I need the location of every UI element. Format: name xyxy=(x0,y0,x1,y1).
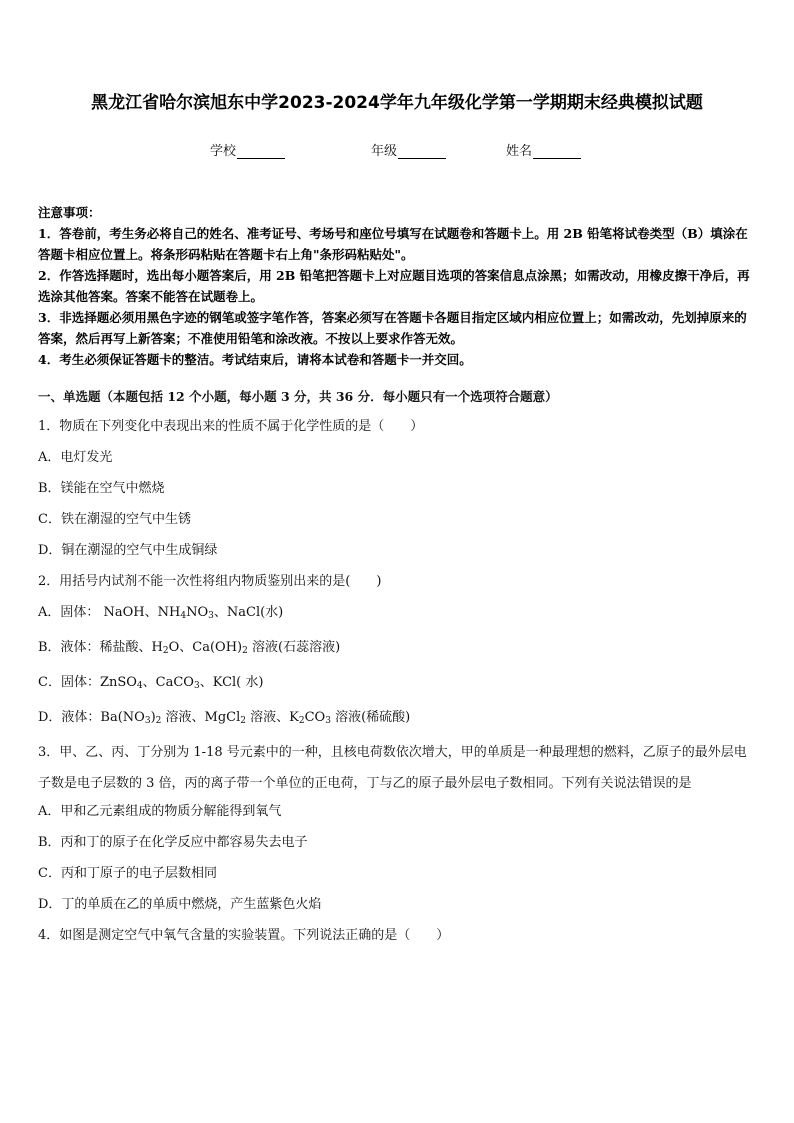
formula-text: C．固体：ZnSO xyxy=(38,675,137,690)
question-1-option-d[interactable]: D．铜在潮湿的空气中生成铜绿 xyxy=(38,543,218,558)
formula-text: 溶液(石蕊溶液) xyxy=(247,640,341,655)
formula-text: A．固体： NaOH、NH xyxy=(38,605,181,620)
question-3-option-d[interactable]: D．丁的单质在乙的单质中燃烧，产生蓝紫色火焰 xyxy=(38,897,322,912)
notice-item: 1．答卷前，考生务必将自己的姓名、准考证号、考场号和座位号填写在试题卷和答题卡上。用 2B 铅笔将试卷类型（B）填涂在答题卡相应位置上。将条形码粘贴在答题卡右上角"条形码粘贴处"。 xyxy=(38,226,748,262)
subscript: 2 xyxy=(298,716,305,726)
formula-text: 溶液、MgCl xyxy=(161,710,241,725)
question-1-stem: 1．物质在下列变化中表现出来的性质不属于化学性质的是（ ） xyxy=(38,419,424,434)
notice-heading: 注意事项： xyxy=(38,205,101,220)
question-1-option-a[interactable]: A．电灯发光 xyxy=(38,450,113,465)
school-blank[interactable] xyxy=(237,144,285,159)
formula-text: O、Ca(OH) xyxy=(168,640,243,655)
subscript: 2 xyxy=(162,646,169,656)
subscript: 2 xyxy=(155,716,162,726)
exam-title: 黑龙江省哈尔滨旭东中学2023-2024学年九年级化学第一学期期末经典模拟试题 xyxy=(91,93,703,113)
notice-item: 4．考生必须保证答题卡的整洁。考试结束后，请将本试卷和答题卡一并交回。 xyxy=(38,352,472,367)
grade-blank[interactable] xyxy=(398,144,446,159)
formula-text: ) xyxy=(150,710,156,725)
formula-text: 、CaCO xyxy=(142,675,194,690)
grade-field xyxy=(371,140,446,159)
notice-block xyxy=(38,202,758,370)
formula-text: D．液体：Ba(NO xyxy=(38,710,145,725)
subscript: 2 xyxy=(240,716,246,726)
name-field xyxy=(506,140,581,159)
question-3-option-c[interactable]: C．丙和丁原子的电子层数相同 xyxy=(38,866,217,881)
question-3-stem: 3．甲、乙、丙、丁分别为 1-18 号元素中的一种，且核电荷数依次增大，甲的单质是一种最理想的燃料，乙原子的最外层电子数是电子层数的 3 倍，丙的离子带一个单位的正电荷，丁与乙的原子最外层电子数相同。下列有关说法错误的是 xyxy=(38,745,747,791)
formula-text: 、KCl( 水) xyxy=(199,675,264,690)
formula-text: NO xyxy=(186,605,209,620)
question-1-option-b[interactable]: B．镁能在空气中燃烧 xyxy=(38,481,165,496)
school-field xyxy=(210,140,285,159)
formula-text: 、NaCl(水) xyxy=(213,605,284,620)
question-2-option-d[interactable] xyxy=(38,707,758,732)
subscript: 3 xyxy=(193,681,200,691)
school-label: 学校 xyxy=(210,144,237,159)
question-2-option-a[interactable] xyxy=(38,602,758,627)
subscript: 3 xyxy=(144,716,151,726)
student-info-row xyxy=(0,140,794,160)
formula-text: B．液体：稀盐酸、H xyxy=(38,640,163,655)
question-2-stem: 2．用括号内试剂不能一次性将组内物质鉴别出来的是( ) xyxy=(38,574,382,589)
grade-label: 年级 xyxy=(371,144,398,159)
section-heading: 一、单选题（本题包括 12 个小题，每小题 3 分，共 36 分．每小题只有一个选项符合题意） xyxy=(38,389,558,404)
subscript: 2 xyxy=(242,646,248,656)
questions-area xyxy=(38,386,758,956)
notice-item: 2．作答选择题时，选出每小题答案后，用 2B 铅笔把答题卡上对应题目选项的答案信息点涂黑；如需改动，用橡皮擦干净后，再选涂其他答案。答案不能答在试题卷上。 xyxy=(38,268,750,304)
question-1-option-c[interactable]: C．铁在潮湿的空气中生锈 xyxy=(38,512,191,527)
question-3-option-b[interactable]: B．丙和丁的原子在化学反应中都容易失去电子 xyxy=(38,835,308,850)
question-2-option-b[interactable] xyxy=(38,637,758,662)
name-label: 姓名 xyxy=(506,144,533,159)
subscript: 3 xyxy=(208,611,214,621)
subscript: 4 xyxy=(136,681,143,691)
question-4-stem: 4．如图是测定空气中氧气含量的实验装置。下列说法正确的是（ ） xyxy=(38,928,450,943)
question-2-option-c[interactable] xyxy=(38,672,758,697)
subscript: 4 xyxy=(180,611,187,621)
formula-text: 溶液、K xyxy=(246,710,299,725)
question-3-option-a[interactable]: A．甲和乙元素组成的物质分解能得到氧气 xyxy=(38,804,282,819)
subscript: 3 xyxy=(325,716,331,726)
formula-text: 溶液(稀硫酸) xyxy=(330,710,411,725)
notice-item: 3．非选择题必须用黑色字迹的钢笔或签字笔作答，答案必须写在答题卡各题目指定区域内相应位置上；如需改动，先划掉原来的答案，然后再写上新答案；不准使用铅笔和涂改液。不按以上要求作答无效。 xyxy=(38,310,747,346)
formula-text: CO xyxy=(304,710,326,725)
name-blank[interactable] xyxy=(533,144,581,159)
